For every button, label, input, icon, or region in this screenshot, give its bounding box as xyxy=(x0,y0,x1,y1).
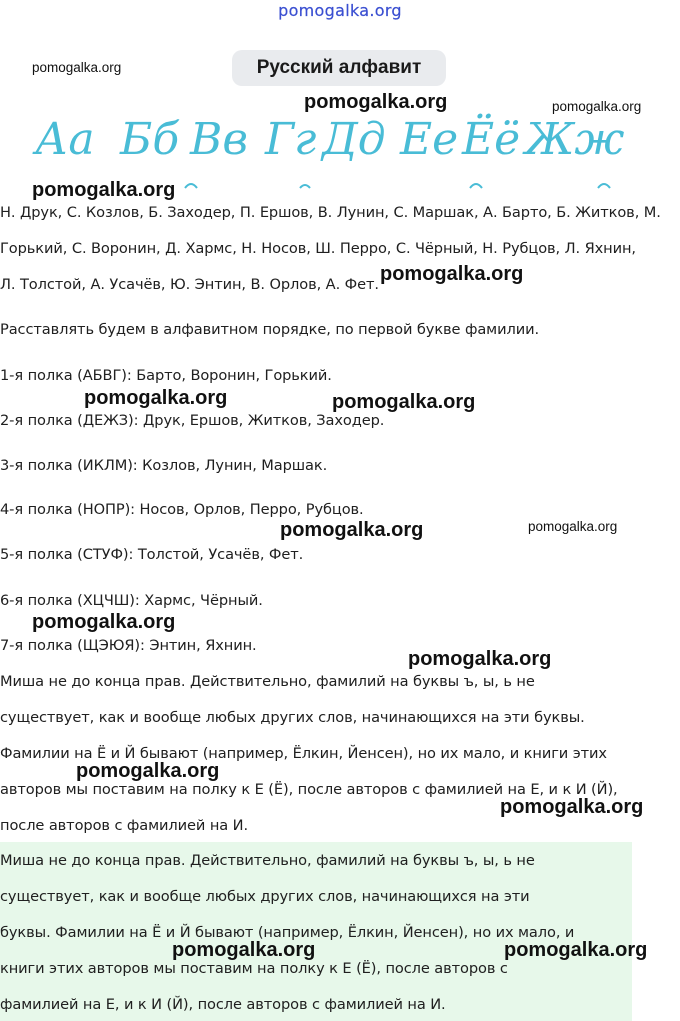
misha-line-2: существует, как и вообще любых других слов, начинающихся на эти буквы. xyxy=(0,709,585,726)
top-watermark: pomogalka.org xyxy=(278,1,402,20)
shelf-6: 6-я полка (ХЦЧШ): Хармс, Чёрный. xyxy=(0,592,263,609)
letter-a: Аа xyxy=(35,114,95,165)
alphabet-title: Русский алфавит xyxy=(232,50,446,86)
watermark: pomogalka.org xyxy=(76,760,220,782)
watermark: pomogalka.org xyxy=(504,939,648,961)
alphabet-svg xyxy=(0,108,680,190)
letter-d: Дд xyxy=(322,114,386,165)
watermark: pomogalka.org xyxy=(32,179,176,201)
answer-line-2: существует, как и вообще любых других слов, начинающихся на эти xyxy=(0,888,530,905)
shelf-4: 4-я полка (НОПР): Носов, Орлов, Перро, Рубцов. xyxy=(0,501,364,518)
misha-line-3: Фамилии на Ё и Й бывают (например, Ёлкин, Йенсен), но их мало, и книги этих xyxy=(0,745,607,762)
alphabet-strip xyxy=(0,108,680,190)
watermark: pomogalka.org xyxy=(380,263,524,285)
watermark: pomogalka.org xyxy=(500,796,644,818)
authors-line-2: Горький, С. Воронин, Д. Хармс, Н. Носов, Ш. Перро, С. Чёрный, Н. Рубцов, Л. Яхнин, xyxy=(0,240,636,257)
watermark: pomogalka.org xyxy=(332,391,476,413)
authors-line-1: Н. Друк, С. Козлов, Б. Заходер, П. Ершов, В. Лунин, С. Маршак, А. Барто, Б. Житков, М. xyxy=(0,204,661,221)
shelf-2: 2-я полка (ДЕЖЗ): Друк, Ершов, Житков, Заходер. xyxy=(0,412,385,429)
answer-line-1: Миша не до конца прав. Действительно, фамилий на буквы ъ, ы, ь не xyxy=(0,852,535,869)
answer-line-4: книги этих авторов мы поставим на полку к Е (Ё), после авторов с xyxy=(0,960,508,977)
watermark: pomogalka.org xyxy=(304,91,448,113)
instruction-line: Расставлять будем в алфавитном порядке, по первой букве фамилии. xyxy=(0,321,540,338)
watermark: pomogalka.org xyxy=(528,519,618,534)
watermark: pomogalka.org xyxy=(172,939,316,961)
watermark: pomogalka.org xyxy=(84,387,228,409)
watermark: pomogalka.org xyxy=(32,60,122,75)
letter-zh: Жж xyxy=(525,114,625,165)
watermark: pomogalka.org xyxy=(280,519,424,541)
letter-b: Бб xyxy=(120,114,180,165)
watermark: pomogalka.org xyxy=(552,99,642,114)
answer-line-5: фамилией на Е, и к И (Й), после авторов с фамилией на И. xyxy=(0,996,446,1013)
authors-line-3: Л. Толстой, А. Усачёв, Ю. Энтин, В. Орлов, А. Фет. xyxy=(0,276,379,293)
letter-g: Гг xyxy=(265,114,317,165)
letter-v: Вв xyxy=(190,114,248,165)
watermark: pomogalka.org xyxy=(408,648,552,670)
shelf-3: 3-я полка (ИКЛМ): Козлов, Лунин, Маршак. xyxy=(0,457,328,474)
shelf-7: 7-я полка (ЩЭЮЯ): Энтин, Яхнин. xyxy=(0,637,257,654)
shelf-1: 1-я полка (АБВГ): Барто, Воронин, Горький. xyxy=(0,367,332,384)
watermark: pomogalka.org xyxy=(32,611,176,633)
answer-line-3: буквы. Фамилии на Ё и Й бывают (например, Ёлкин, Йенсен), но их мало, и xyxy=(0,924,575,941)
misha-line-1: Миша не до конца прав. Действительно, фамилий на буквы ъ, ы, ь не xyxy=(0,673,535,690)
letter-e: Ее xyxy=(400,114,459,165)
misha-line-5: после авторов с фамилией на И. xyxy=(0,817,249,834)
letter-yo: Ёё xyxy=(462,114,521,165)
misha-line-4: авторов мы поставим на полку к Е (Ё), после авторов с фамилией на Е, и к И (Й), xyxy=(0,781,618,798)
shelf-5: 5-я полка (СТУФ): Толстой, Усачёв, Фет. xyxy=(0,546,304,563)
